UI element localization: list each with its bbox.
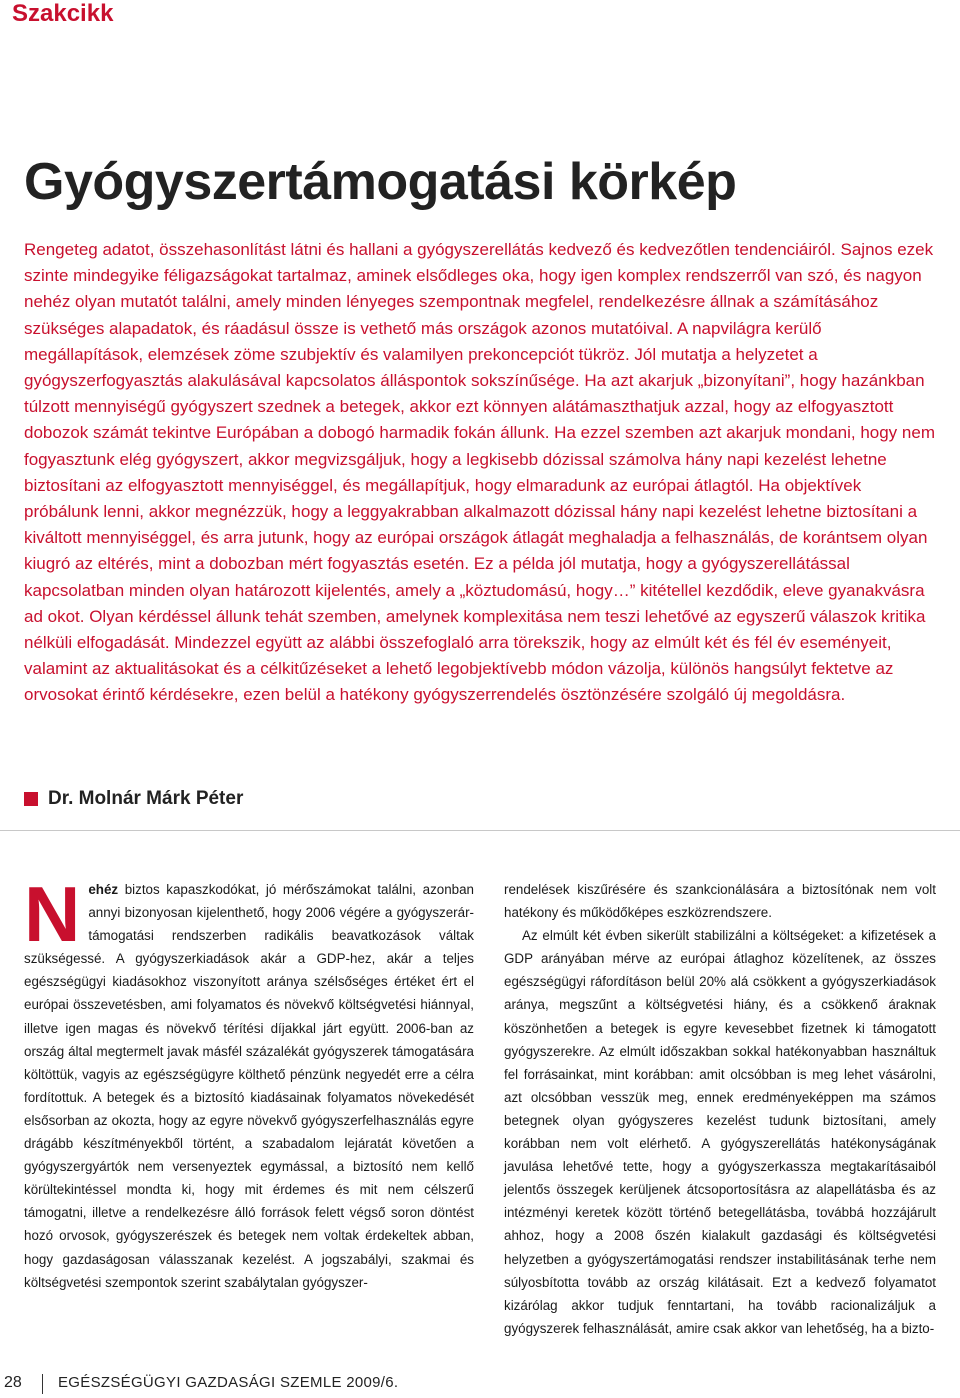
page-footer	[0, 1370, 960, 1398]
article-title: Gyógyszertámogatási körkép	[24, 153, 737, 211]
footer-separator	[42, 1374, 43, 1394]
body-column-right	[504, 878, 936, 1340]
body-paragraph: Az elmúlt két évben sikerült stabilizálni a költségeket: a kifizetések a GDP arányában mérve az európai átlaghoz közelítenek, az összes egészségügyi ráfordításon belül 20% alá csökkent a gyógyszerkiadások aránya, megszűnt a költségvetési hiány, és a csökkenő áraknak köszönhetően a betegek is egyre kevesebbet fizetnek ki támogatott gyógyszerekre. Az elmúlt időszakban sokkal hatékonyabban használtuk fel forrásainkat, mint korábban: amit olcsóbban is meg lehet vásárolni, azt olcsóbban vesszük meg, ennek eredményeképpen ma számos betegnek olyan gyógyszeres kezelést tudunk biztosítani, amely korábban nem volt elérhető. A gyógyszerellátás hatékonyságának javulása lehetővé tette, hogy a gyógyszerkassza megtakarításaiból jelentős összegek kerüljenek átcsoportosításra az alapellátásba és az intézményi keretek között történő betegellátásba, továbbá hozzájárult ahhoz, hogy a 2008 őszén kialakult gazdasági és költségvetési helyzetben a gyógyszertámogatási rendszer instabilitásának terhe nem súlyosbította tovább az ország kilátásait. Ezt a kedvező folyamatot kizárólag akkor tudjuk fenntartani, ha tovább racionalizáljuk a gyógyszerek felhasználását, amire csak akkor van lehetőség, ha a bizto-	[504, 928, 936, 1336]
body-column-left	[24, 870, 474, 1294]
author-name: Dr. Molnár Márk Péter	[48, 788, 244, 809]
lead-word: ehéz	[88, 882, 119, 897]
square-bullet-icon	[24, 792, 38, 806]
section-label: Szakcikk	[12, 0, 114, 27]
drop-cap: N	[24, 870, 81, 958]
page-number: 28	[4, 1374, 22, 1391]
author-byline	[24, 786, 243, 812]
body-paragraph	[24, 870, 474, 1294]
journal-title: EGÉSZSÉGÜGYI GAZDASÁGI SZEMLE 2009/6.	[58, 1374, 399, 1391]
section-divider	[0, 830, 960, 831]
body-paragraph: rendelések kiszűrésére és szankcionálására a biztosítónak nem volt hatékony és működőképes eszközrendszere.	[504, 882, 936, 921]
article-lead: Rengeteg adatot, összehasonlítást látni és hallani a gyógyszerellátás kedvező és kedvezőtlen tendenciáiról. Sajnos ezek szinte mindegyike féligazságokat tartalmaz, aminek elsődleges oka, hogy igen komplex rendszerről van szó, és nagyon nehéz olyan mutatót találni, amely minden lényeges szempontnak megfelel, rendelkezésre állnak a számításához szükséges alapadatok, és ráadásul össze is vethető más országok azonos mutatóival. A napvilágra kerülő megállapítások, elemzések zöme szubjektív és valamilyen prekoncepciót tükröz. Jól mutatja a helyzetet a gyógyszerfogyasztás alakulásával kapcsolatos álláspontok sokszínűsége. Ha azt akarjuk „bizonyítani”, hogy hazánkban túlzott mennyiségű gyógyszert szednek a betegek, akkor ezt könnyen alátámaszthatjuk azzal, hogy az elfogyasztott dobozok számát tekintve Európában a dobogó harmadik fokán állunk. Ha ezzel szemben azt akarjuk mondani, hogy nem fogyasztunk elég gyógyszert, akkor megvizsgáljuk, hogy a legkisebb dózissal számolva hány napi kezelést lehetne biztosítani az elfogyasztott mennyiséggel, és megállapítjuk, hogy elmaradunk az európai átlagtól. Ha objektívek próbálunk lenni, akkor megnézzük, hogy a leggyakrabban alkalmazott dózissal hány napi kezelést lehetne biztosítani a kiváltott mennyiséggel, és arra jutunk, hogy az európai országok átlagát meghaladja a felhasználás, de korántsem olyan kiugró az eltérés, mint a dobozban mért fogyasztás esetén. Ez a példa jól mutatja, hogy a gyógyszerellátással kapcsolatban minden olyan határozott kijelentés, amely a „köztudomású, hogy…” kitétellel kezdődik, eleve gyanakvásra ad okot. Olyan kérdéssel állunk tehát szemben, amelynek komplexitása nem teszi lehetővé az egyszerű válaszok kritika nélküli elfogadását. Mindezzel együtt az alábbi összefoglaló arra törekszik, hogy az elmúlt két és fél év eseményeit, valamint az aktualitásokat és a célkitűzéseket a lehető legobjektívebb módon vázolja, különös hangsúlyt fektetve az orvosokat érintő kérdésekre, ezen belül a hatékony gyógyszerrendelés ösztönzésére szolgáló új megoldásra.	[24, 240, 935, 705]
left-column-text: biztos kapaszkodókat, jó mérőszámokat találni, azonban annyi bizonyosan kijelenthető, hogy 2006 végére a gyógyszerár-támogatási rendszerben radikális beavatkozások váltak szükségessé. A gyógyszerkiadások akár a GDP-hez, akár a teljes egészségügyi kiadásokhoz viszonyított aránya szélsőséges értéket ért el európai összevetésben, ami folyamatos és növekvő költségvetési hiánnyal, illetve igen magas és növekvő térítési díjakkal járt együtt. 2006-ban az ország által megtermelt javak másfél százalékát gyógyszerek támogatására költöttük, vagyis az egészségügyre költhető pénzünk negyedét erre a célra fordítottuk. A betegek és a biztosító kiadásainak folyamatos növekedését elsősorban az okozta, hogy az egyre növekvő gyógyszerfelhasználás egyre drágább készítményekből történt, a szabadalom lejáratát követően a gyógyszergyártók nem versenyeztek egymással, a biztosító nem kellő körültekintéssel mondta ki, hogy mit érdemes és mit nem célszerű támogatni, illetve a rendelkezésre álló források felett végső soron döntést hozó orvosok, gyógyszerészek és betegek nem voltak érdekeltek abban, hogy gazdaságosan válasszanak kezelést. A jogszabályi, szakmai és költségvetési szempontok szerint szabálytalan gyógyszer-	[24, 882, 474, 1290]
